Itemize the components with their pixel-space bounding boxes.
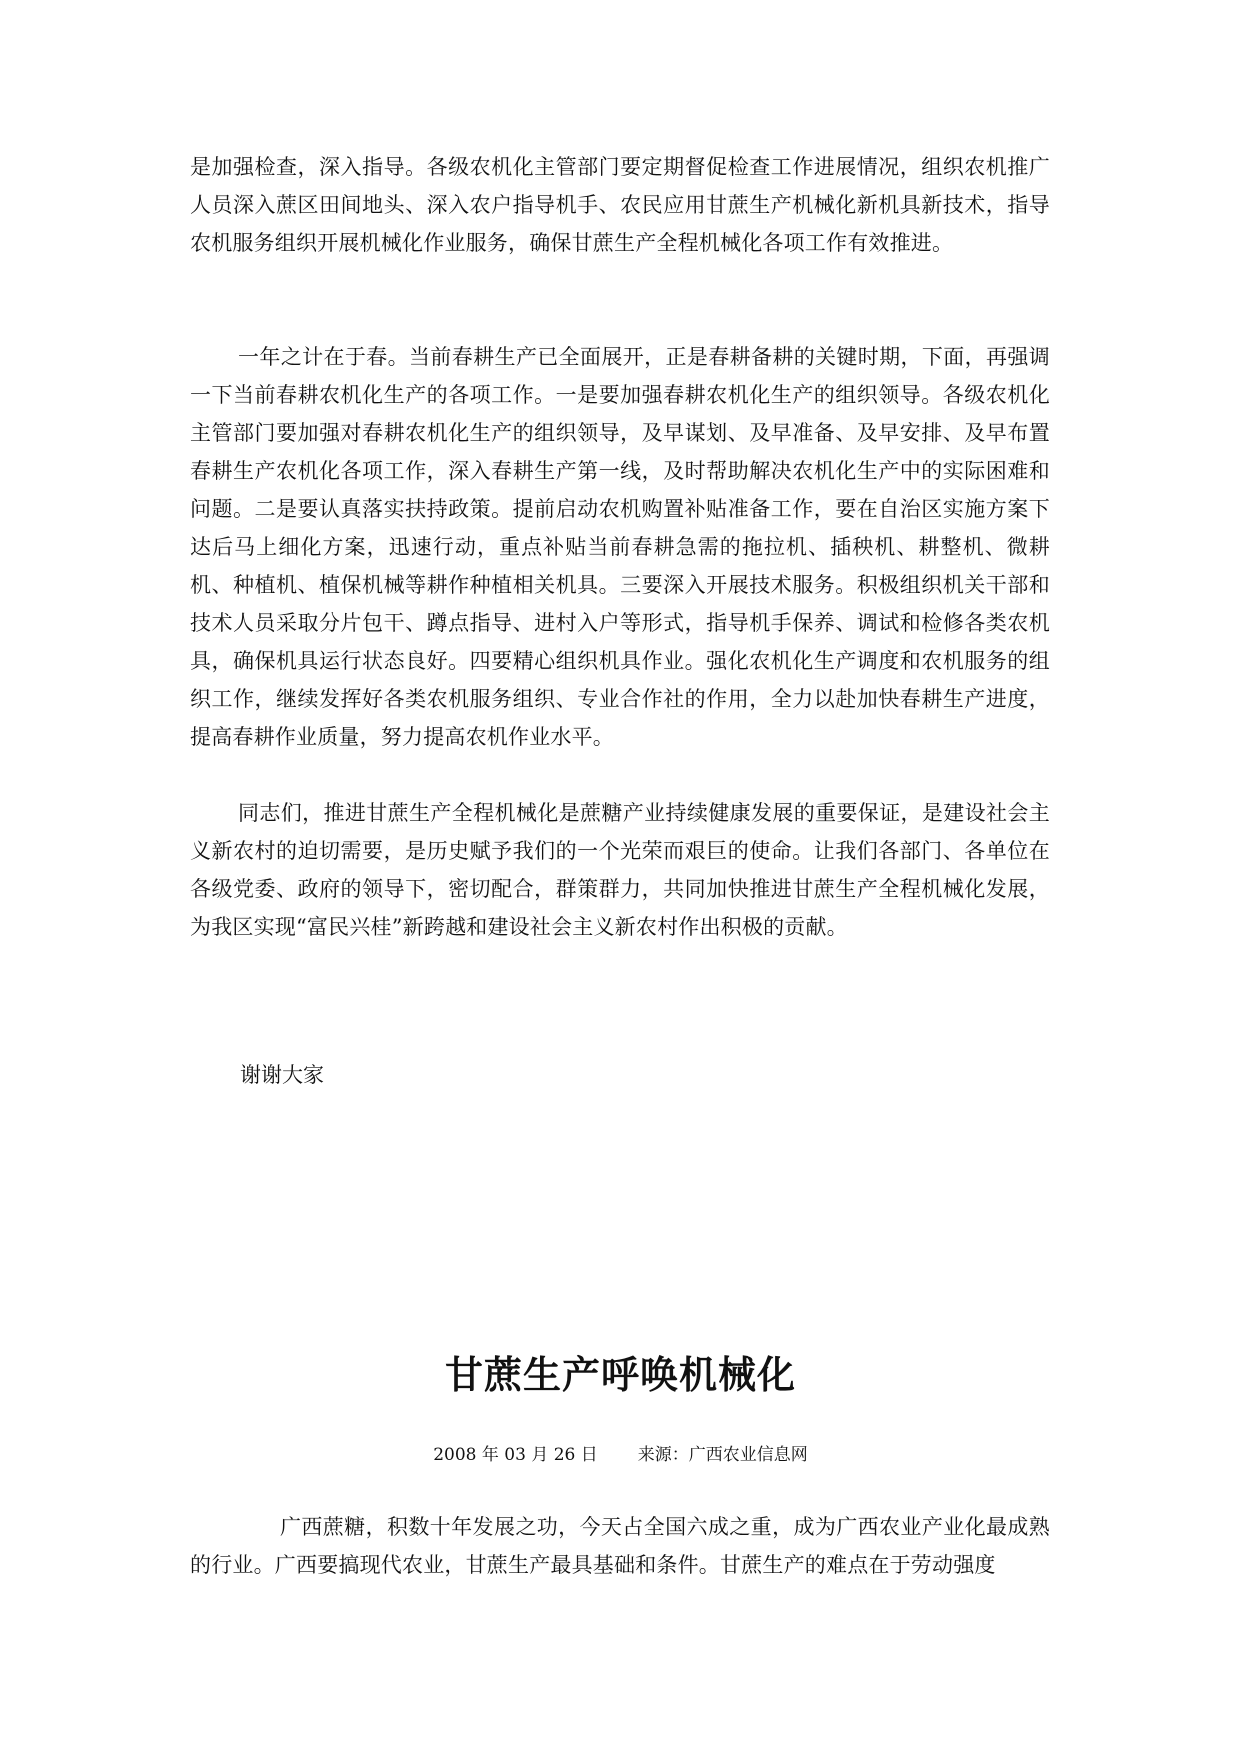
article-title: 甘蔗生产呼唤机械化 — [444, 1352, 796, 1397]
speech-paragraph-1: 是加强检查，深入指导。各级农机化主管部门要定期督促检查工作进展情况，组织农机推广人员深入蔗区田间地头、深入农户指导机手、农民应用甘蔗生产机械化新机具新技术，指导农机服务组织开展机械化作业服务，确保甘蔗生产全程机械化各项工作有效推进。 — [190, 155, 1050, 255]
article-paragraph-1: 广西蔗糖，积数十年发展之功，今天占全国六成之重，成为广西农业产业化最成熟的行业。广西要搞现代农业，甘蔗生产最具基础和条件。甘蔗生产的难点在于劳动强度 — [190, 1515, 1050, 1577]
article-meta — [0, 1443, 1241, 1467]
speech-paragraph-2: 一年之计在于春。当前春耕生产已全面展开，正是春耕备耕的关键时期，下面，再强调一下当前春耕农机化生产的各项工作。一是要加强春耕农机化生产的组织领导。各级农机化主管部门要加强对春耕农机化生产的组织领导，及早谋划、及早准备、及早安排、及早布置春耕生产农机化各项工作，深入春耕生产第一线，及时帮助解决农机化生产中的实际困难和问题。二是要认真落实扶持政策。提前启动农机购置补贴准备工作，要在自治区实施方案下达后马上细化方案，迅速行动，重点补贴当前春耕急需的拖拉机、插秧机、耕整机、微耕机、种植机、植保机械等耕作种植相关机具。三要深入开展技术服务。积极组织机关干部和技术人员采取分片包干、蹲点指导、进村入户等形式，指导机手保养、调试和检修各类农机具，确保机具运行状态良好。四要精心组织机具作业。强化农机化生产调度和农机服务的组织工作，继续发挥好各类农机服务组织、专业合作社的作用，全力以赴加快春耕生产进度，提高春耕作业质量，努力提高农机作业水平。 — [190, 345, 1050, 749]
article-date: 2008 年 03 月 26 日 — [433, 1445, 598, 1465]
article-source: 来源：广西农业信息网 — [637, 1445, 808, 1465]
speech-paragraph-3: 同志们，推进甘蔗生产全程机械化是蔗糖产业持续健康发展的重要保证，是建设社会主义新农村的迫切需要，是历史赋予我们的一个光荣而艰巨的使命。让我们各部门、各单位在各级党委、政府的领导下，密切配合，群策群力，共同加快推进甘蔗生产全程机械化发展，为我区实现“富民兴桂”新跨越和建设社会主义新农村作出积极的贡献。 — [190, 801, 1050, 939]
speech-closing: 谢谢大家 — [240, 1063, 324, 1087]
